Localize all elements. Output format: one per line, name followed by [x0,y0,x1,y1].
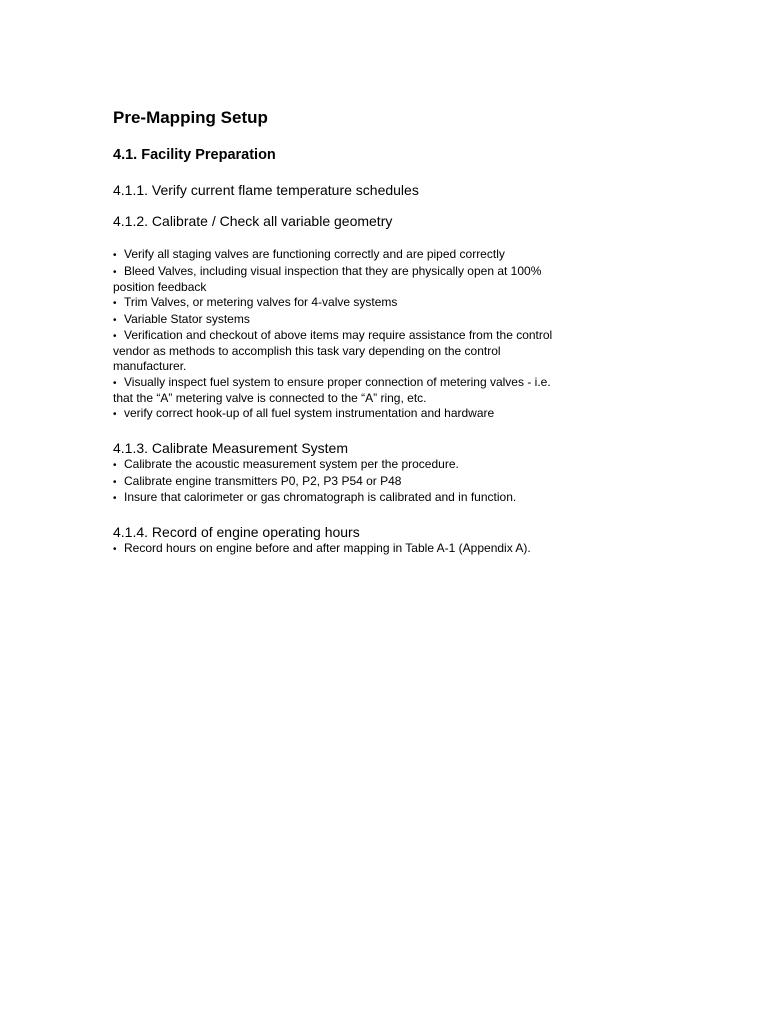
bullet-list-4-1-2 [113,247,553,422]
list-item: • Verify all staging valves are functioning correctly and are piped correctly [113,247,505,261]
list-item: • Variable Stator systems [113,311,250,326]
bullet-icon: • [113,476,117,488]
list-item: • Bleed Valves, including visual inspection that they are physically open at 100% position feedback [113,263,542,294]
bullet-icon: • [113,377,117,389]
bullet-icon: • [113,266,117,278]
bullet-icon: • [113,409,117,420]
list-item: • Calibrate the acoustic measurement system per the procedure. [113,457,459,471]
list-item: • Visually inspect fuel system to ensure proper connection of metering valves - i.e. that the “A” metering valve is connected to the “A” ring, etc. [113,374,551,405]
list-item: • Verification and checkout of above items may require assistance from the control vendor as methods to accomplish this task vary depending on the control manufacturer. [113,328,553,373]
list-item: • Trim Valves, or metering valves for 4-valve systems [113,295,398,309]
list-item: • verify correct hook-up of all fuel system instrumentation and hardware [113,406,495,420]
list-item: • Calibrate engine transmitters P0, P2, P3 P54 or P48 [113,473,402,488]
subsection-heading-4-1-3: 4.1.3. Calibrate Measurement System [113,440,348,456]
bullet-icon: • [113,250,117,261]
subsection-heading-4-1-2: 4.1.2. Calibrate / Check all variable geometry [113,213,393,229]
section-heading: 4.1. Facility Preparation [113,147,276,163]
bullet-icon: • [113,493,117,504]
bullet-icon: • [113,544,117,555]
bullet-icon: • [113,460,117,471]
bullet-icon: • [113,314,117,326]
list-item: • Record hours on engine before and after mapping in Table A-1 (Appendix A). [113,541,531,555]
document-content [113,108,553,558]
subsection-heading-4-1-4: 4.1.4. Record of engine operating hours [113,524,360,540]
subsection-heading-4-1-1: 4.1.1. Verify current flame temperature schedules [113,182,419,198]
bullet-icon: • [113,331,117,342]
list-item: • Insure that calorimeter or gas chromatograph is calibrated and in function. [113,490,517,504]
bullet-icon: • [113,298,117,309]
bullet-list-4-1-4 [113,541,553,557]
bullet-list-4-1-3 [113,457,553,506]
page-title: Pre-Mapping Setup [113,108,268,127]
